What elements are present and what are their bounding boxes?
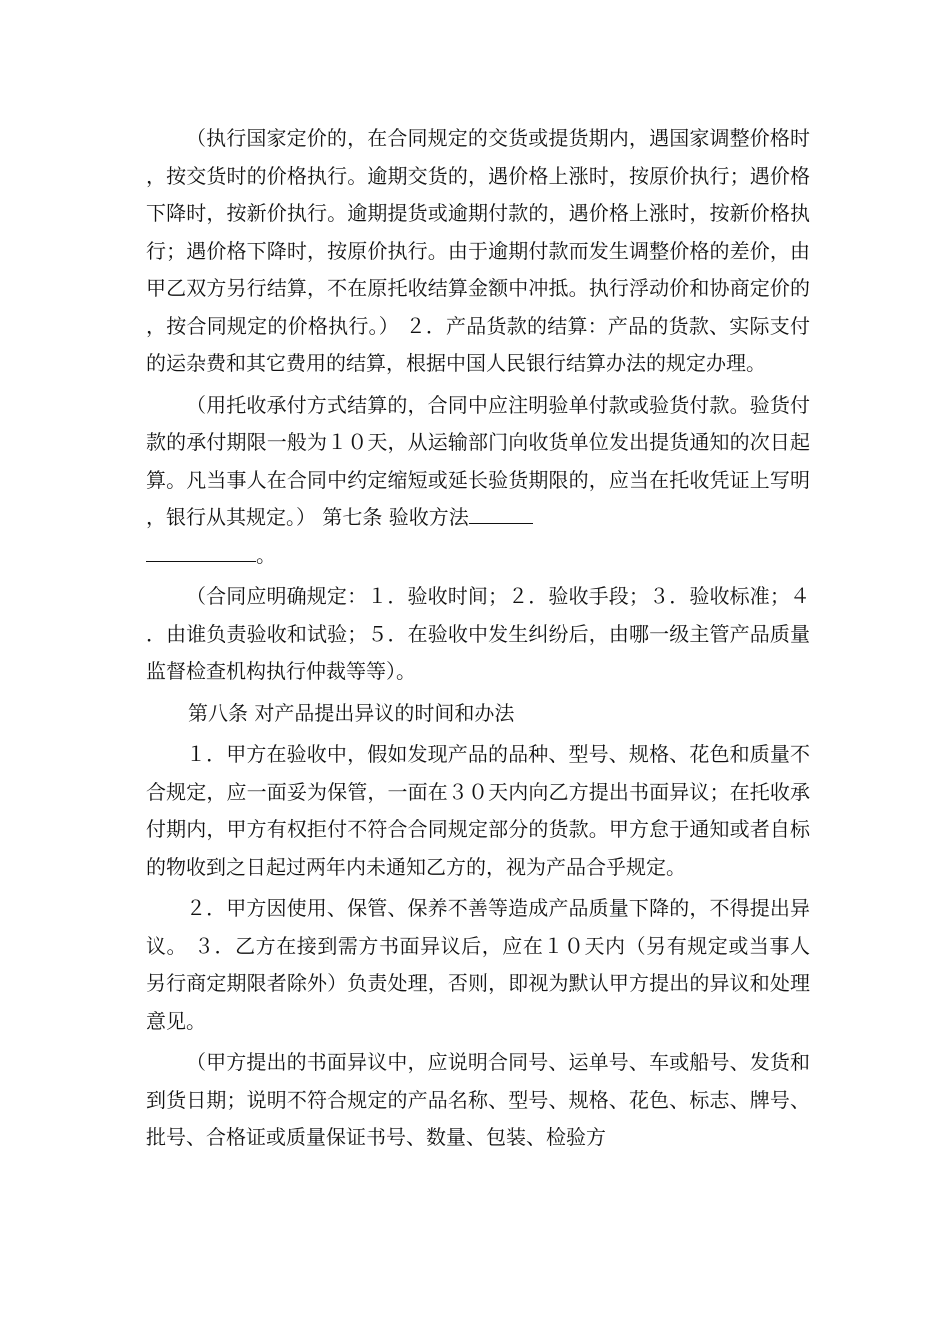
blank-period: 。 bbox=[256, 542, 276, 567]
paragraph-written-objection-details: （甲方提出的书面异议中，应说明合同号、运单号、车或船号、发货和到货日期；说明不符合规定的产品名称、型号、规格、花色、标志、牌号、批号、合格证或质量保证书号、数量、包装、检验方 bbox=[146, 1050, 810, 1149]
paragraph-collection-payment bbox=[146, 387, 810, 575]
document-body bbox=[146, 120, 810, 1161]
paragraph-objection-clause-1: １．甲方在验收中，假如发现产品的品种、型号、规格、花色和质量不合规定，应一面妥为保管，一面在３０天内向乙方提出书面异议；在托收承付期内，甲方有权拒付不符合合同规定部分的货款。甲方怠于通知或者自标的物收到之日起过两年内未通知乙方的，视为产品合乎规定。 bbox=[146, 742, 810, 879]
paragraph-inspection-requirements: （合同应明确规定：１．验收时间；２．验收手段；３．验收标准；４．由谁负责验收和试验；５．在验收中发生纠纷后，由哪一级主管产品质量监督检查机构执行仲裁等等）。 bbox=[146, 584, 810, 683]
article-eight-heading: 第八条 对产品提出异议的时间和办法 bbox=[188, 700, 515, 725]
fill-in-blank-inspection-method bbox=[469, 503, 533, 524]
paragraph-price-adjustment: （执行国家定价的，在合同规定的交货或提货期内，遇国家调整价格时，按交货时的价格执行。逾期交货的，遇价格上涨时，按原价执行；遇价格下降时，按新价执行。逾期提货或逾期付款的，遇价格上涨时，按新价格执行；遇价格下降时，按原价执行。由于逾期付款而发生调整价格的差价，由甲乙双方另行结算，不在原托收结算金额中冲抵。执行浮动价和协商定价的，按合同规定的价格执行。） ２．产品货款的结算：产品的货款、实际支付的运杂费和其它费用的结算，根据中国人民银行结算办法的规定办理。 bbox=[146, 126, 810, 375]
fill-in-blank-inspection-method-continued bbox=[146, 541, 256, 562]
paragraph-objection-clause-2-3: ２．甲方因使用、保管、保养不善等造成产品质量下降的，不得提出异议。 ３．乙方在接到需方书面异议后，应在１０天内（另有规定或当事人另行商定期限者除外）负责处理，否则，即视为默认甲方提出的异议和处理意见。 bbox=[146, 896, 810, 1033]
paragraph-collection-payment-text: （用托收承付方式结算的，合同中应注明验单付款或验货付款。验货付款的承付期限一般为１０天，从运输部门向收货单位发出提货通知的次日起算。凡当事人在合同中约定缩短或延长验货期限的，应当在托收凭证上写明，银行从其规定。） 第七条 验收方法 bbox=[146, 392, 810, 529]
